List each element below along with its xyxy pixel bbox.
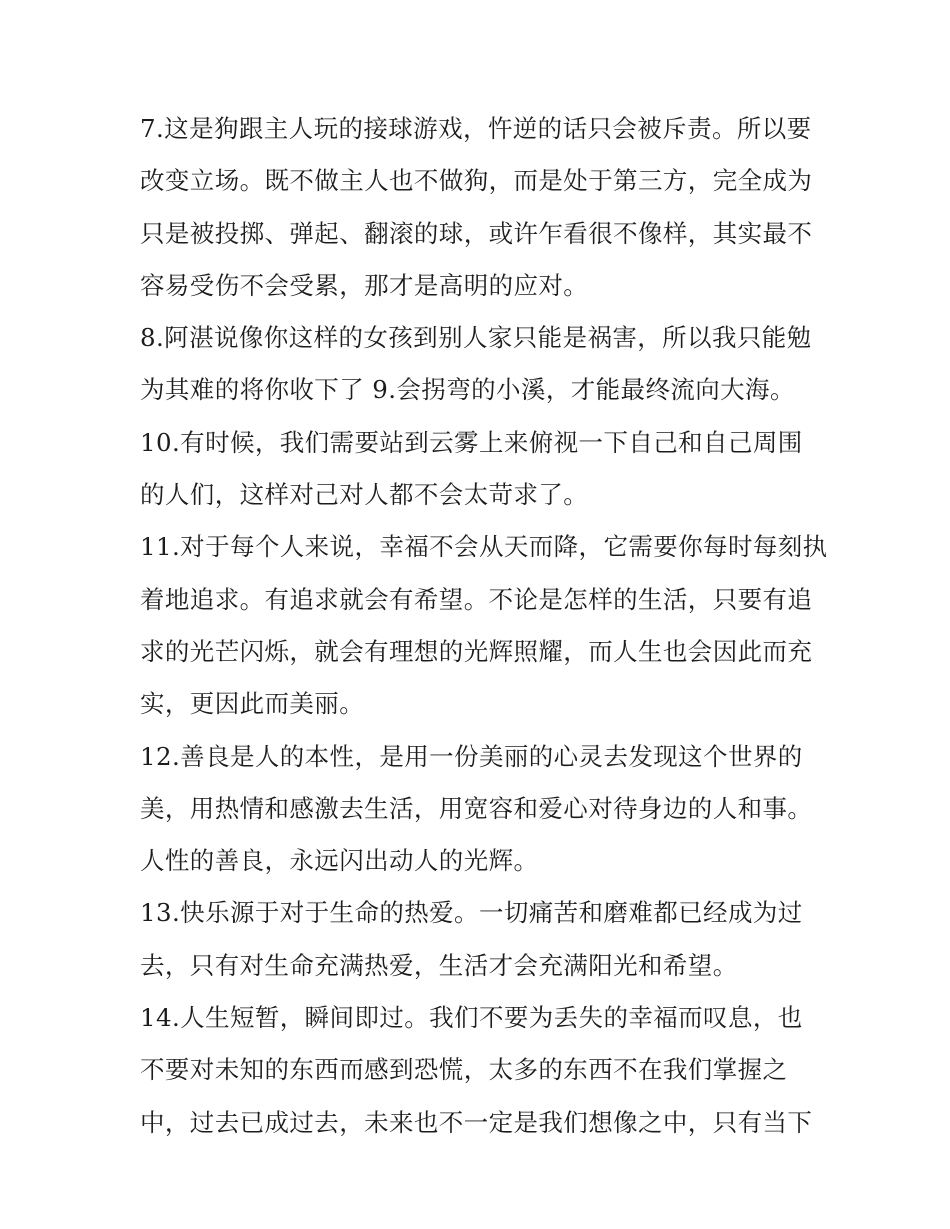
text-line: 容易受伤不会受累，那才是高明的应对。 (140, 270, 589, 300)
text-line: 8.阿湛说像你这样的女孩到别人家只能是祸害，所以我只能勉 (140, 323, 812, 353)
text-line: 实，更因此而美丽。 (140, 689, 365, 719)
text-line: 13.快乐源于对于生命的热爱。一切痛苦和磨难都已经成为过 (140, 898, 803, 928)
text-line: 10.有时候，我们需要站到云雾上来俯视一下自己和自己周围 (140, 427, 803, 457)
text-line: 只是被投掷、弹起、翻滚的球，或许乍看很不像样，其实最不 (140, 218, 813, 248)
document-body (140, 109, 830, 1155)
text-line: 为其难的将你收下了 9.会拐弯的小溪，才能最终流向大海。 (140, 375, 795, 405)
text-line: 中，过去已成过去，未来也不一定是我们想像之中，只有当下 (140, 1107, 813, 1137)
text-line: 7.这是狗跟主人玩的接球游戏，忤逆的话只会被斥责。所以要 (140, 114, 812, 143)
text-line: 人性的善良，永远闪出动人的光辉。 (140, 846, 539, 876)
text-line: 14.人生短暂，瞬间即过。我们不要为丢失的幸福而叹息，也 (140, 1003, 803, 1033)
text-line: 美，用热情和感激去生活，用宽容和爱心对待身边的人和事。 (140, 793, 813, 823)
text-line: 求的光芒闪烁，就会有理想的光辉照耀，而人生也会因此而充 (140, 636, 813, 666)
text-line: 着地追求。有追求就会有希望。不论是怎样的生活，只要有追 (140, 584, 813, 614)
text-line: 改变立场。既不做主人也不做狗，而是处于第三方，完全成为 (140, 166, 813, 196)
text-line: 12.善良是人的本性，是用一份美丽的心灵去发现这个世界的 (140, 741, 803, 771)
text-line: 不要对未知的东西而感到恐慌，太多的东西不在我们掌握之 (140, 1055, 788, 1085)
text-line: 11.对于每个人来说，幸福不会从天而降，它需要你每时每刻执 (140, 532, 828, 562)
text-line: 的人们，这样对己对人都不会太苛求了。 (140, 480, 589, 510)
text-line: 去，只有对生命充满热爱，生活才会充满阳光和希望。 (140, 950, 738, 980)
